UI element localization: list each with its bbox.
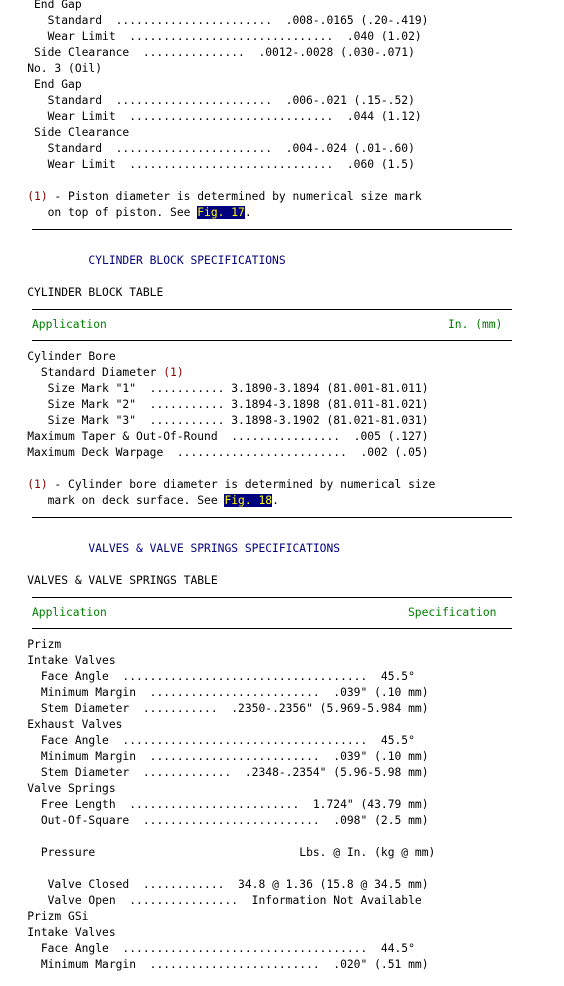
cylinder-column-headers [0,317,564,333]
spec-line: Wear Limit .............................. .060 (1.5) [0,158,415,171]
cylinder-heading [0,253,564,269]
table-title: CYLINDER BLOCK TABLE [27,286,164,299]
footnote-ref: (1) [27,190,48,203]
table-row: Prizm [27,638,62,651]
fig-17-link[interactable]: Fig. 17 [197,206,245,219]
table-row: Stem Diameter ............. .2348-.2354" (5.96-5.98 mm) [27,766,429,779]
col-application: Application [32,318,107,331]
col-application: Application [32,606,107,619]
table-top-rule [32,597,512,598]
row-label: Cylinder Bore [27,350,116,363]
table-row: Minimum Margin ......................... .039" (.10 mm) [27,686,429,699]
table-row: Face Angle .................................... 44.5° [27,942,415,955]
table-row: Out-Of-Square .......................... .098" (2.5 mm) [27,814,429,827]
footnote-text: mark on deck surface. See [0,494,225,507]
table-row: Face Angle .................................... 45.5° [27,670,415,683]
table-row: Exhaust Valves [27,718,123,731]
section-divider [32,517,512,518]
col-units: In. (mm) [448,318,503,331]
table-row: Maximum Taper & Out-Of-Round ................ .005 (.127) [27,430,429,443]
footnote-text: on top of piston. See [0,206,198,219]
footnote-text: - Piston diameter is determined by numerical size mark [47,190,422,203]
table-title: VALVES & VALVE SPRINGS TABLE [27,574,218,587]
row-label: Standard Diameter [27,366,164,379]
table-row: Minimum Margin ......................... .020" (.51 mm) [27,958,429,971]
table-row: Face Angle .................................... 45.5° [27,734,415,747]
spec-line: End Gap [0,78,82,91]
spec-line: Side Clearance ............... .0012-.0028 (.030-.071) [0,46,415,59]
section-heading: CYLINDER BLOCK SPECIFICATIONS [88,254,286,267]
footnote-ref: (1) [27,478,48,491]
table-row: Size Mark "2" ........... 3.1894-3.1898 (81.011-81.021) [27,398,429,411]
spec-line: Wear Limit .............................. .044 (1.12) [0,110,422,123]
header-rule [32,340,512,341]
table-row: Valve Open ................ Information Not Available [27,894,422,907]
cylinder-footnote: (1) - Cylinder bore diameter is determined by numerical size mark on deck surface. See Fig. 18. [0,478,436,507]
valves-table-title [0,573,564,589]
spec-line: Standard ....................... .004-.024 (.01-.60) [0,142,415,155]
section-divider [32,229,512,230]
valves-heading [0,541,564,557]
spec-line: Side Clearance [0,126,130,139]
cylinder-table-title [0,285,564,301]
table-row: Pressure Lbs. @ In. (kg @ mm) [27,846,436,859]
spec-line: Standard ....................... .006-.021 (.15-.52) [0,94,415,107]
piston-ring-specs [0,0,564,173]
table-row: Intake Valves [27,654,116,667]
table-row: Free Length ......................... 1.724" (43.79 mm) [27,798,429,811]
spec-line: No. 3 (Oil) [0,62,103,75]
table-row: Prizm GSi [27,910,89,923]
table-row: Valve Closed ............ 34.8 @ 1.36 (15.8 @ 34.5 mm) [27,878,429,891]
valves-table-body [0,637,564,973]
valves-column-headers [0,605,564,621]
table-row: Maximum Deck Warpage ......................... .002 (.05) [27,446,429,459]
spec-line: Standard ....................... .008-.0165 (.20-.419) [0,14,429,27]
section-heading: VALVES & VALVE SPRINGS SPECIFICATIONS [88,542,341,555]
table-top-rule [32,309,512,310]
col-spec: Specification [408,606,497,619]
table-row: Size Mark "1" ........... 3.1890-3.1894 (81.001-81.011) [27,382,429,395]
piston-footnote: (1) - Piston diameter is determined by numerical size mark on top of piston. See Fig. 17. [0,190,422,219]
spec-line: End Gap [0,0,82,11]
table-row: Stem Diameter ........... .2350-.2356" (5.969-5.984 mm) [27,702,429,715]
table-row: Minimum Margin ......................... .039" (.10 mm) [27,750,429,763]
table-row: Size Mark "3" ........... 3.1898-3.1902 (81.021-81.031) [27,414,429,427]
header-rule [32,628,512,629]
footnote-ref: (1) [163,366,184,379]
footnote-text: - Cylinder bore diameter is determined by numerical size [47,478,436,491]
table-row: Valve Springs [27,782,116,795]
spec-line: Wear Limit .............................. .040 (1.02) [0,30,422,43]
fig-18-link[interactable]: Fig. 18 [224,494,273,507]
table-row: Intake Valves [27,926,116,939]
cylinder-table-body [0,349,564,461]
